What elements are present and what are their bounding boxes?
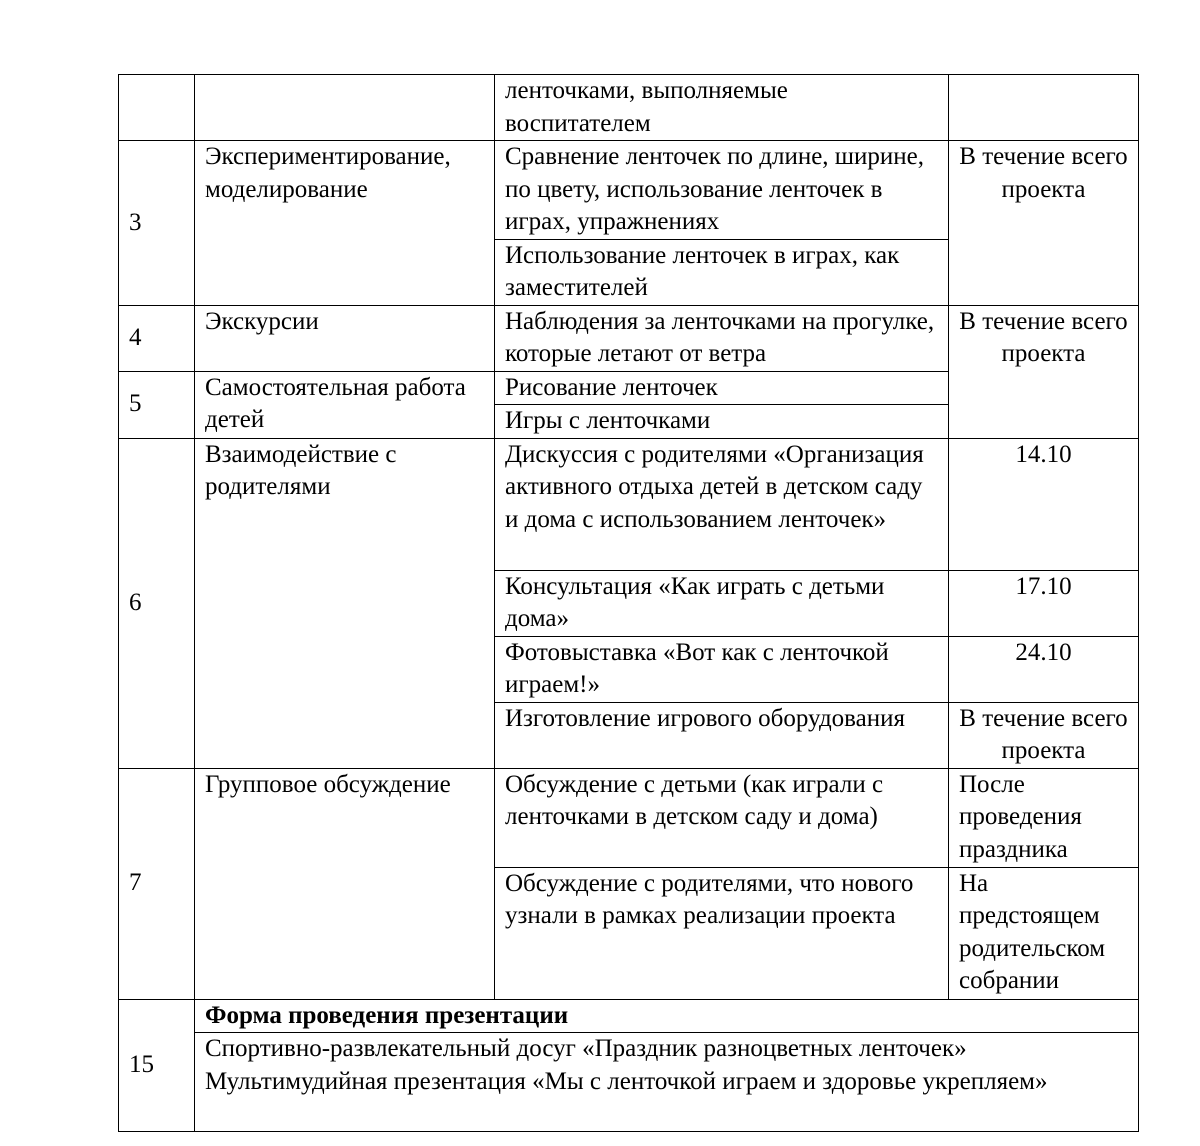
cell-activity: Изготовление игрового оборудования	[495, 702, 949, 768]
table-row	[119, 768, 1139, 867]
cell-number	[119, 75, 195, 141]
cell-number: 15	[119, 999, 195, 1132]
cell-form: Экспериментирование, моделирование	[195, 141, 495, 306]
cell-activity: Наблюдения за ленточками на прогулке, которые летают от ветра	[495, 305, 949, 371]
cell-number: 6	[119, 438, 195, 768]
cell-form: Экскурсии	[195, 305, 495, 371]
cell-activity: Обсуждение с родителями, что нового узнали в рамках реализации проекта	[495, 867, 949, 999]
cell-activity: Обсуждение с детьми (как играли с ленточками в детском саду и дома)	[495, 768, 949, 867]
cell-number: 7	[119, 768, 195, 999]
cell-activity: Игры с ленточками	[495, 405, 949, 439]
cell-time: После проведения праздника	[949, 768, 1139, 867]
table-row	[119, 305, 1139, 371]
presentation-line: Спортивно-развлекательный досуг «Праздник разноцветных ленточек»	[205, 1035, 967, 1062]
cell-activity: Дискуссия с родителями «Организация активного отдыха детей в детском саду и дома с использованием ленточек»	[495, 438, 949, 570]
cell-number: 3	[119, 141, 195, 306]
section-heading: Форма проведения презентации	[195, 999, 1139, 1033]
cell-time: 24.10	[949, 636, 1139, 702]
cell-form: Групповое обсуждение	[195, 768, 495, 999]
cell-presentation	[195, 1033, 1139, 1132]
cell-time: В течение всего проекта	[949, 305, 1139, 438]
cell-activity: Сравнение ленточек по длине, ширине, по цвету, использование ленточек в играх, упражнениях	[495, 141, 949, 240]
cell-form: Взаимодействие с родителями	[195, 438, 495, 768]
plan-table	[118, 74, 1139, 1132]
presentation-line: Мультимудийная презентация «Мы с ленточкой играем и здоровье укрепляем»	[205, 1067, 1048, 1095]
cell-time	[949, 75, 1139, 141]
cell-form: Самостоятельная работа детей	[195, 371, 495, 438]
cell-activity: Фотовыставка «Вот как с ленточкой играем!»	[495, 636, 949, 702]
cell-time: На предстоящем родительском собрании	[949, 867, 1139, 999]
cell-time: В течение всего проекта	[949, 702, 1139, 768]
cell-form	[195, 75, 495, 141]
cell-number: 4	[119, 305, 195, 371]
table-row	[119, 438, 1139, 570]
table-row	[119, 999, 1139, 1033]
cell-time: 14.10	[949, 438, 1139, 570]
cell-activity: ленточками, выполняемые воспитателем	[495, 75, 949, 141]
table-row	[119, 75, 1139, 141]
cell-number: 5	[119, 371, 195, 438]
table-row	[119, 1033, 1139, 1132]
cell-activity: Использование ленточек в играх, как заместителей	[495, 239, 949, 305]
cell-time: В течение всего проекта	[949, 141, 1139, 306]
cell-time: 17.10	[949, 570, 1139, 636]
cell-activity: Рисование ленточек	[495, 371, 949, 405]
table-row	[119, 141, 1139, 240]
cell-activity: Консультация «Как играть с детьми дома»	[495, 570, 949, 636]
